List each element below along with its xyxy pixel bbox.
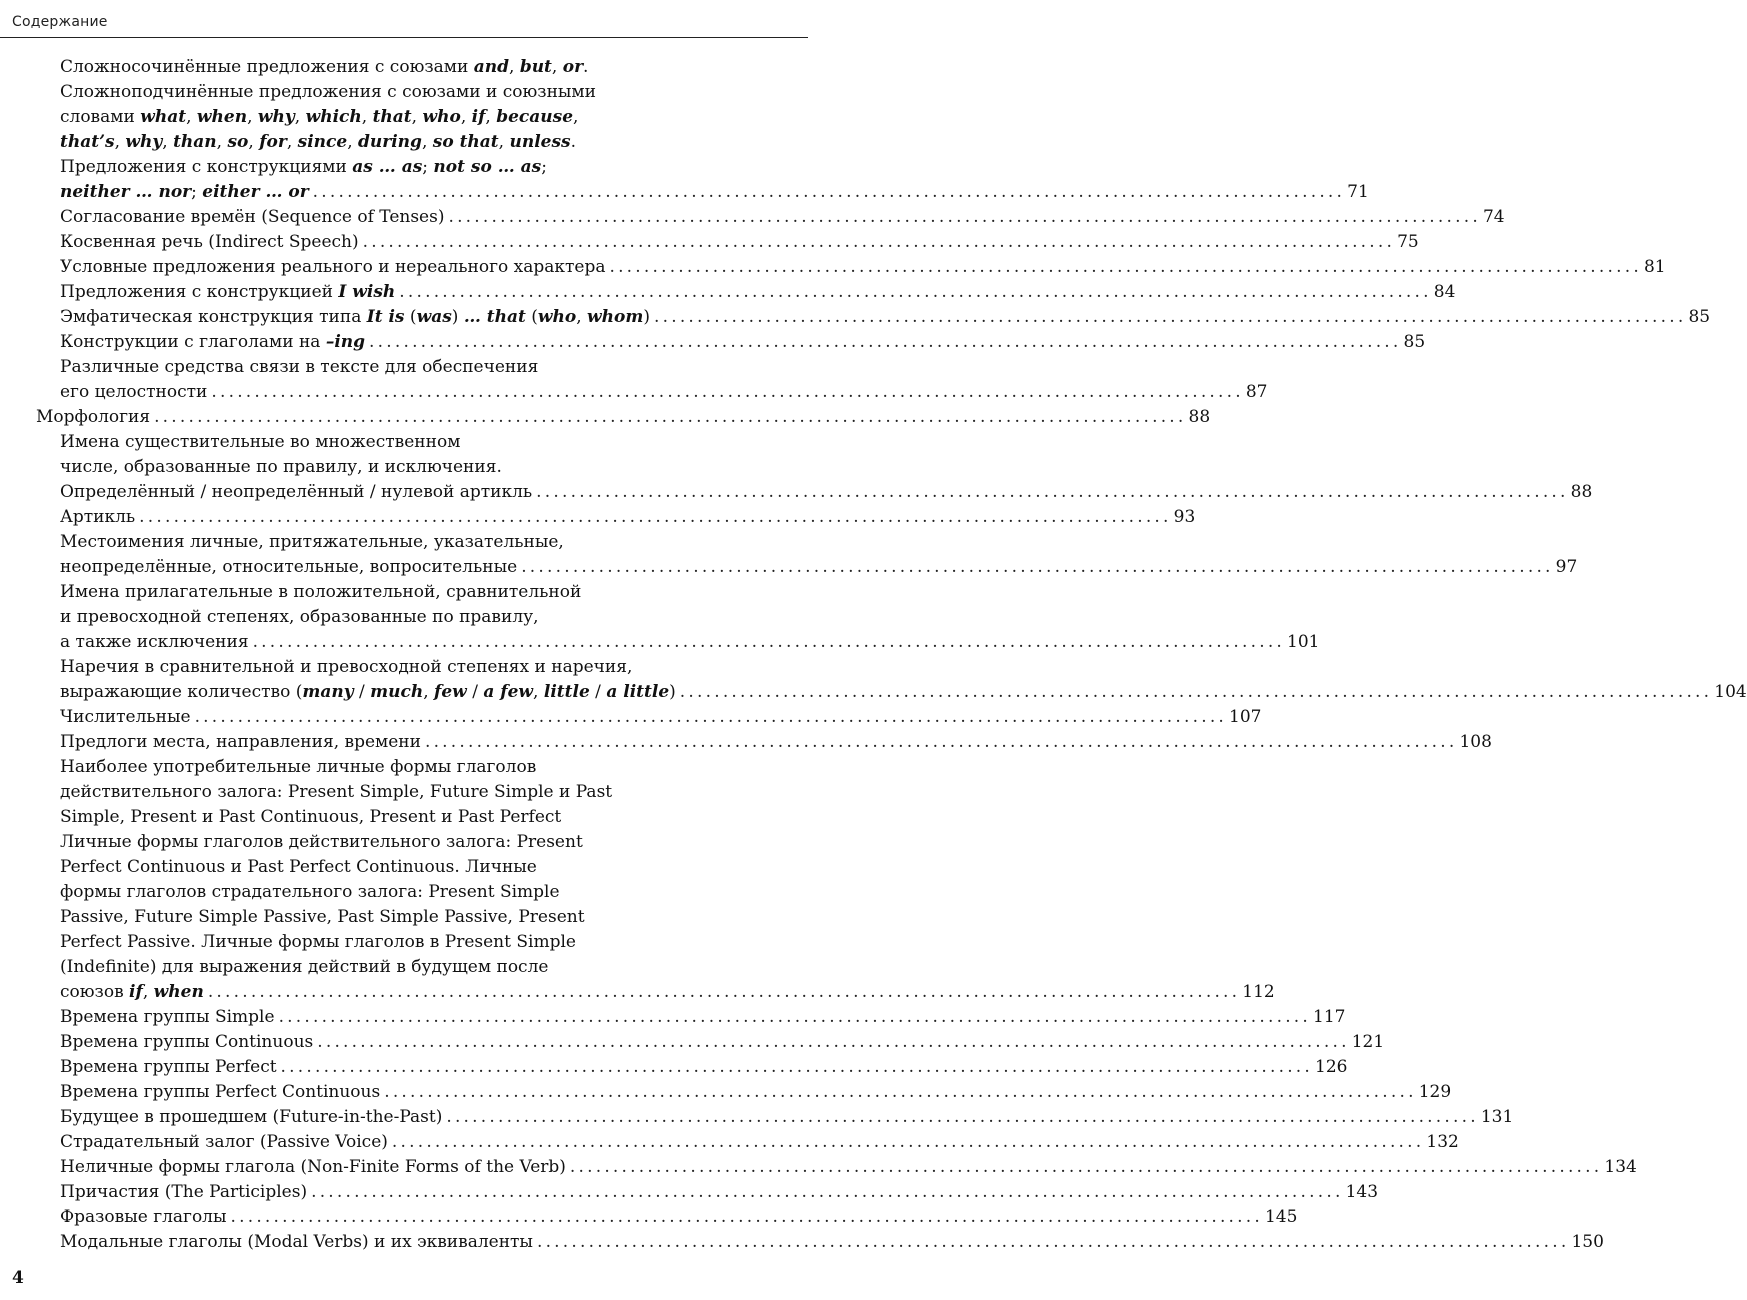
emphasized-term: than: [173, 132, 217, 152]
text-segment: ,: [216, 132, 228, 152]
text-segment: ,: [361, 107, 373, 127]
emphasized-term: unless: [509, 132, 571, 152]
text-segment: Различные средства связи в тексте для обеспечения: [60, 357, 539, 377]
text-segment: а также исключения: [60, 632, 249, 652]
toc-entry[interactable]: [60, 255, 1666, 280]
toc-entry-text: [60, 680, 676, 705]
dot-leader: ........................................................................................................................: [362, 232, 1396, 252]
toc-page-number[interactable]: 121: [1351, 1032, 1385, 1052]
toc-page-number[interactable]: 74: [1482, 207, 1505, 227]
toc-entry-text: [60, 80, 596, 105]
emphasized-term: who: [422, 107, 461, 127]
text-segment: Времена группы Continuous: [60, 1032, 314, 1052]
dot-leader: ........................................................................................................................: [391, 1132, 1425, 1152]
toc-line: [60, 855, 806, 880]
toc-entry[interactable]: [60, 980, 1275, 1005]
toc-page-number[interactable]: 85: [1403, 332, 1426, 352]
toc-line: [60, 580, 806, 605]
toc-entry[interactable]: [60, 705, 1262, 730]
emphasized-term: why: [257, 107, 295, 127]
dot-leader: ........................................................................................................................: [280, 1057, 1314, 1077]
emphasized-term: a little: [606, 682, 670, 702]
text-segment: Морфология: [36, 407, 151, 427]
text-segment: ,: [186, 107, 197, 127]
dot-leader: ........................................................................................................................: [536, 1232, 1570, 1252]
toc-page-number[interactable]: 107: [1229, 707, 1262, 727]
toc-entry[interactable]: [60, 1155, 1637, 1180]
toc-page-number[interactable]: 71: [1347, 182, 1369, 202]
toc-entry-text: [60, 180, 309, 205]
toc-page-number[interactable]: 87: [1245, 382, 1268, 402]
text-segment: Сложноподчинённые предложения с союзами и союзными: [60, 82, 596, 102]
text-segment: Определённый / неопределённый / нулевой артикль: [60, 482, 533, 502]
toc-entry-text: [60, 130, 576, 155]
emphasized-term: I wish: [338, 282, 396, 302]
dot-leader: ........................................................................................................................: [211, 382, 1244, 402]
text-segment: Местоимения личные, притяжательные, указательные,: [60, 532, 564, 552]
toc-entry-text: [60, 1130, 388, 1155]
dot-leader: ........................................................................................................................: [446, 1107, 1479, 1127]
toc-entry[interactable]: [60, 480, 1593, 505]
toc-entry[interactable]: [60, 380, 1268, 405]
toc-entry[interactable]: [60, 1180, 1379, 1205]
dot-leader: ........................................................................................................................: [194, 707, 1228, 727]
toc-entry-text: [60, 1055, 277, 1080]
toc-entry-text: [60, 480, 532, 505]
text-segment: и превосходной степенях, образованные по правилу,: [60, 607, 539, 627]
toc-page-number[interactable]: 88: [1570, 482, 1593, 502]
toc-page-number[interactable]: 108: [1459, 732, 1492, 752]
emphasized-term: for: [259, 132, 287, 152]
emphasized-term: and: [473, 57, 509, 77]
text-segment: словами: [60, 107, 141, 127]
text-segment: Времена группы Perfect: [60, 1057, 277, 1077]
toc-line: [60, 530, 806, 555]
emphasized-term: few: [434, 682, 467, 702]
emphasized-term: during: [358, 132, 422, 152]
toc-page-number[interactable]: 112: [1242, 982, 1275, 1002]
page-number: 4: [12, 1268, 24, 1288]
toc-entry[interactable]: [60, 555, 1578, 580]
toc-line: [60, 355, 806, 380]
toc-entry-text: [60, 380, 207, 405]
toc-page-number[interactable]: 143: [1345, 1182, 1379, 1202]
text-segment: Косвенная речь (Indirect Speech): [60, 232, 359, 252]
toc-entry-text: [60, 530, 564, 555]
emphasized-term: It is: [366, 307, 405, 327]
toc-entry-text: [60, 205, 444, 230]
text-segment: Предлоги места, направления, времени: [60, 732, 421, 752]
text-segment: ,: [576, 307, 588, 327]
emphasized-term: which: [305, 107, 362, 127]
text-segment: числе, образованные по правилу, и исключения.: [60, 457, 502, 477]
toc-entry[interactable]: [60, 630, 1320, 655]
emphasized-term: when: [196, 107, 248, 127]
text-segment: Наречия в сравнительной и превосходной степенях и наречия,: [60, 657, 633, 677]
dot-leader: ........................................................................................................................: [252, 632, 1286, 652]
dot-leader: ........................................................................................................................: [448, 207, 1481, 227]
text-segment: действительного залога: Present Simple, Future Simple и Past: [60, 782, 613, 802]
toc-entry[interactable]: [60, 1030, 1385, 1055]
toc-entry[interactable]: [36, 405, 1211, 430]
emphasized-term: so: [227, 132, 249, 152]
toc-entry-text: [60, 605, 539, 630]
toc-entry[interactable]: [60, 1055, 1348, 1080]
toc-page-number[interactable]: 132: [1426, 1132, 1459, 1152]
toc-entry-text: [60, 230, 359, 255]
text-segment: ;: [422, 157, 434, 177]
toc-page-number[interactable]: 97: [1555, 557, 1578, 577]
text-segment: Наиболее употребительные личные формы глаголов: [60, 757, 537, 777]
emphasized-term: since: [297, 132, 348, 152]
toc-line: [60, 155, 806, 180]
toc-page-number[interactable]: 93: [1173, 507, 1196, 527]
toc-entry-text: [60, 855, 537, 880]
text-segment: Неличные формы глагола (Non-Finite Forms of the Verb): [60, 1157, 566, 1177]
emphasized-term: either … or: [202, 182, 309, 202]
toc-line: [60, 455, 806, 480]
text-segment: союзов: [60, 982, 130, 1002]
text-segment: .: [583, 57, 589, 77]
toc-line: [60, 930, 806, 955]
toc-line: [60, 430, 806, 455]
toc-entry[interactable]: [60, 1105, 1514, 1130]
text-segment: (: [404, 307, 417, 327]
emphasized-term: much: [370, 682, 424, 702]
dot-leader: ........................................................................................................................: [312, 182, 1346, 202]
toc-entry-text: [60, 505, 135, 530]
text-segment: ,: [573, 107, 579, 127]
toc-entry-text: [60, 780, 612, 805]
dot-leader: ........................................................................................................................: [424, 732, 1458, 752]
toc-entry[interactable]: [60, 230, 1419, 255]
text-segment: ,: [286, 132, 298, 152]
toc-line: [60, 905, 806, 930]
dot-leader: ........................................................................................................................: [369, 332, 1402, 352]
toc-entry[interactable]: [60, 205, 1505, 230]
emphasized-term: what: [140, 107, 187, 127]
dot-leader: ........................................................................................................................: [399, 282, 1432, 302]
toc-page-number[interactable]: 75: [1397, 232, 1419, 252]
toc-entry-text: [60, 1105, 442, 1130]
toc-page-number[interactable]: 88: [1188, 407, 1211, 427]
text-segment: ): [669, 682, 676, 702]
text-segment: (: [525, 307, 538, 327]
toc-entry[interactable]: [60, 1205, 1298, 1230]
dot-leader: ........................................................................................................................: [679, 682, 1713, 702]
text-segment: ;: [541, 157, 547, 177]
toc-line: [60, 880, 806, 905]
text-segment: ,: [347, 132, 359, 152]
toc-entry-text: [60, 930, 576, 955]
toc-entry[interactable]: [60, 1230, 1604, 1255]
toc-entry-text: [60, 980, 204, 1005]
running-header: Содержание: [12, 14, 108, 30]
emphasized-term: that: [372, 107, 412, 127]
dot-leader: ........................................................................................................................: [536, 482, 1569, 502]
toc-page-number[interactable]: 134: [1604, 1157, 1637, 1177]
toc-entry-text: [60, 155, 547, 180]
toc-line: [60, 955, 806, 980]
text-segment: Имена существительные во множественном: [60, 432, 461, 452]
text-segment: ,: [509, 57, 520, 77]
emphasized-term: whom: [587, 307, 644, 327]
toc-entry-text: [60, 805, 561, 830]
toc-entry[interactable]: [60, 1005, 1346, 1030]
toc-entry-text: [60, 580, 581, 605]
emphasized-term: who: [537, 307, 577, 327]
text-segment: Сложносочинённые предложения с союзами: [60, 57, 474, 77]
text-segment: ,: [423, 682, 435, 702]
text-segment: Предложения с конструкцией: [60, 282, 339, 302]
text-segment: ;: [191, 182, 203, 202]
toc-entry-text: [60, 1155, 566, 1180]
text-segment: ,: [460, 107, 472, 127]
toc-entry-text: [60, 655, 632, 680]
toc-entry-text: [60, 630, 249, 655]
text-segment: /: [589, 682, 607, 702]
toc-entry-text: [36, 405, 150, 430]
text-segment: ,: [411, 107, 423, 127]
toc-entry-text: [60, 955, 548, 980]
dot-leader: ........................................................................................................................: [230, 1207, 1263, 1227]
toc-page-number[interactable]: 104: [1714, 682, 1747, 702]
toc-entry-text: [60, 55, 588, 80]
toc-entry-text: [60, 730, 421, 755]
dot-leader: ........................................................................................................................: [569, 1157, 1603, 1177]
dot-leader: ........................................................................................................................: [609, 257, 1642, 277]
toc-entry-text: [60, 305, 650, 330]
toc-entry-text: [60, 755, 536, 780]
text-segment: Passive, Future Simple Passive, Past Simple Passive, Present: [60, 907, 585, 927]
emphasized-term: why: [125, 132, 163, 152]
emphasized-term: because: [496, 107, 574, 127]
emphasized-term: so that: [432, 132, 499, 152]
text-segment: Имена прилагательные в положительной, сравнительной: [60, 582, 582, 602]
text-segment: Фразовые глаголы: [60, 1207, 227, 1227]
toc-entry-text: [60, 455, 502, 480]
text-segment: ,: [162, 132, 174, 152]
toc-entry-text: [60, 830, 583, 855]
text-segment: Эмфатическая конструкция типа: [60, 307, 367, 327]
toc-entry[interactable]: [60, 680, 1747, 705]
toc-line: [60, 80, 806, 105]
toc-entry[interactable]: [60, 180, 1369, 205]
emphasized-term: was: [416, 307, 452, 327]
toc-entry[interactable]: [60, 505, 1196, 530]
toc-entry[interactable]: [60, 1080, 1452, 1105]
text-segment: Perfect Continuous и Past Perfect Continuous. Личные: [60, 857, 537, 877]
emphasized-term: that’s: [60, 132, 115, 152]
toc-line: [60, 605, 806, 630]
text-segment: Времена группы Simple: [60, 1007, 275, 1027]
text-segment: ,: [294, 107, 306, 127]
toc-page-number[interactable]: 145: [1264, 1207, 1298, 1227]
dot-leader: ........................................................................................................................: [654, 307, 1687, 327]
toc-page-number[interactable]: 150: [1571, 1232, 1604, 1252]
dot-leader: ........................................................................................................................: [154, 407, 1187, 427]
toc-page-number[interactable]: 84: [1433, 282, 1456, 302]
emphasized-term: when: [153, 982, 204, 1002]
emphasized-term: … that: [463, 307, 526, 327]
text-segment: .: [570, 132, 577, 152]
text-segment: ,: [114, 132, 126, 152]
emphasized-term: little: [543, 682, 590, 702]
text-segment: /: [466, 682, 484, 702]
dot-leader: ........................................................................................................................: [311, 1182, 1344, 1202]
text-segment: формы глаголов страдательного залога: Present Simple: [60, 882, 560, 902]
text-segment: Артикль: [60, 507, 136, 527]
toc-entry-text: [60, 330, 365, 355]
toc-page-number[interactable]: 126: [1315, 1057, 1348, 1077]
emphasized-term: many: [302, 682, 354, 702]
text-segment: ,: [551, 57, 563, 77]
toc-page-number[interactable]: 131: [1480, 1107, 1514, 1127]
toc-page-number[interactable]: 101: [1287, 632, 1320, 652]
emphasized-term: if: [471, 107, 486, 127]
dot-leader: ........................................................................................................................: [521, 557, 1554, 577]
emphasized-term: a few: [483, 682, 534, 702]
text-segment: Времена группы Perfect Continuous: [60, 1082, 381, 1102]
toc-line: [60, 780, 806, 805]
toc-line: [60, 130, 806, 155]
text-segment: неопределённые, относительные, вопросительные: [60, 557, 518, 577]
toc-entry-text: [60, 880, 560, 905]
dot-leader: ........................................................................................................................: [384, 1082, 1417, 1102]
toc-entry[interactable]: [60, 280, 1456, 305]
text-segment: Причастия (The Participles): [60, 1182, 308, 1202]
toc-entry-text: [60, 255, 605, 280]
toc-entry-text: [60, 430, 460, 455]
text-segment: ,: [533, 682, 544, 702]
text-segment: Simple, Present и Past Continuous, Present и Past Perfect: [60, 807, 562, 827]
toc-entry-text: [60, 1180, 307, 1205]
toc-line: [60, 105, 806, 130]
toc-entry-text: [60, 280, 395, 305]
text-segment: (Indefinite) для выражения действий в будущем после: [60, 957, 549, 977]
toc-line: [60, 755, 806, 780]
emphasized-term: if: [129, 982, 143, 1002]
text-segment: Согласование времён (Sequence of Tenses): [60, 207, 445, 227]
text-segment: ,: [421, 132, 433, 152]
text-segment: Perfect Passive. Личные формы глаголов в Present Simple: [60, 932, 576, 952]
toc-entry-text: [60, 355, 538, 380]
text-segment: выражающие количество (: [60, 682, 303, 702]
toc-entry-text: [60, 105, 578, 130]
toc-page-number[interactable]: 117: [1313, 1007, 1346, 1027]
toc-entry-text: [60, 1230, 533, 1255]
text-segment: Страдательный залог (Passive Voice): [60, 1132, 388, 1152]
toc-entry-text: [60, 1080, 380, 1105]
toc-entry-text: [60, 555, 517, 580]
text-segment: Модальные глаголы (Modal Verbs) и их эквиваленты: [60, 1232, 533, 1252]
text-segment: ,: [248, 132, 260, 152]
toc-entry-text: [60, 1005, 275, 1030]
text-segment: ): [643, 307, 651, 327]
text-segment: Будущее в прошедшем (Future-in-the-Past): [60, 1107, 443, 1127]
text-segment: ,: [247, 107, 258, 127]
text-segment: Числительные: [60, 707, 191, 727]
dot-leader: ........................................................................................................................: [139, 507, 1172, 527]
text-segment: его целостности: [60, 382, 208, 402]
text-segment: ): [451, 307, 464, 327]
text-segment: Конструкции с глаголами на: [60, 332, 326, 352]
emphasized-term: but: [519, 57, 552, 77]
emphasized-term: neither … nor: [60, 182, 192, 202]
toc-line: [60, 655, 806, 680]
toc-entry[interactable]: [60, 1130, 1459, 1155]
toc-entry[interactable]: [60, 330, 1426, 355]
text-segment: Личные формы глаголов действительного залога: Present: [60, 832, 583, 852]
toc-page-number[interactable]: 129: [1418, 1082, 1452, 1102]
text-segment: Предложения с конструкциями: [60, 157, 353, 177]
text-segment: ,: [498, 132, 510, 152]
toc-line: [60, 55, 806, 80]
toc-line: [60, 830, 806, 855]
text-segment: /: [353, 682, 371, 702]
dot-leader: ........................................................................................................................: [278, 1007, 1312, 1027]
text-segment: ,: [142, 982, 154, 1002]
text-segment: Условные предложения реального и нереального характера: [60, 257, 606, 277]
header-rule: [0, 37, 808, 38]
toc-page-number[interactable]: 85: [1688, 307, 1711, 327]
toc-entry-text: [60, 1030, 313, 1055]
emphasized-term: as … as: [352, 157, 423, 177]
toc-page-number[interactable]: 81: [1643, 257, 1666, 277]
dot-leader: ........................................................................................................................: [317, 1032, 1350, 1052]
text-segment: ,: [485, 107, 497, 127]
toc-entry-text: [60, 1205, 227, 1230]
toc-entry[interactable]: [60, 730, 1492, 755]
emphasized-term: not so … as: [433, 157, 542, 177]
dot-leader: ........................................................................................................................: [207, 982, 1241, 1002]
toc-entry-text: [60, 905, 585, 930]
emphasized-term: –ing: [325, 332, 366, 352]
toc-entry-text: [60, 705, 191, 730]
toc-entry[interactable]: [60, 305, 1711, 330]
emphasized-term: or: [562, 57, 584, 77]
toc-line: [60, 805, 806, 830]
